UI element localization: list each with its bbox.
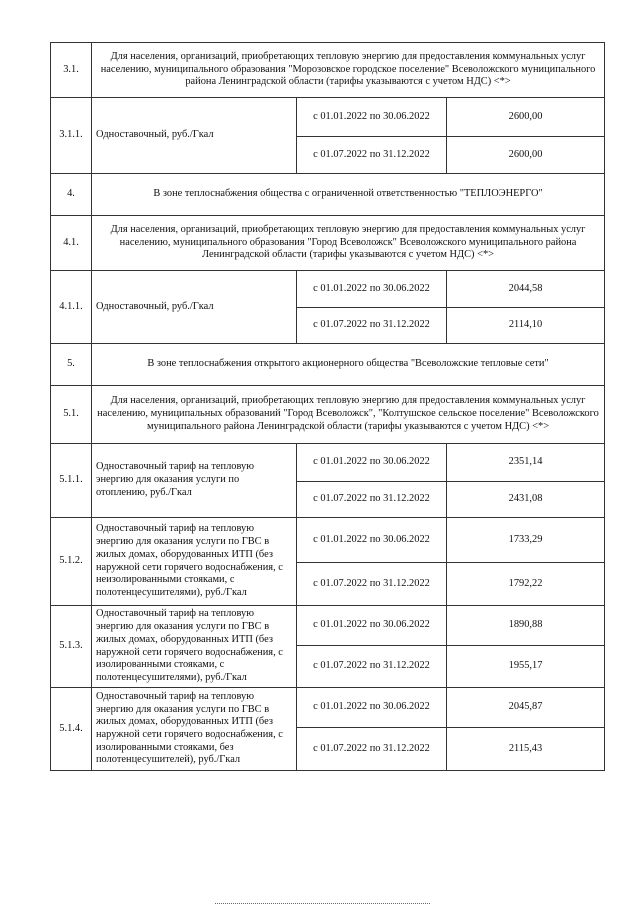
tariff-value: 1890,88	[447, 606, 605, 646]
section-text: Для населения, организаций, приобретающих тепловую энергию для предоставления коммунальных услуг населению, муниципального образования "Морозовское городское поселение" Всеволожского муниципального района Ленинградской области (тарифы указываются с учетом НДС) <*>	[92, 43, 605, 98]
tariff-row	[51, 688, 605, 728]
row-number: 3.1.1.	[51, 98, 92, 174]
tariff-label: Одноставочный, руб./Гкал	[92, 271, 297, 344]
tariff-value: 2115,43	[447, 728, 605, 771]
tariff-period: с 01.01.2022 по 30.06.2022	[297, 271, 447, 308]
tariff-row	[51, 98, 605, 137]
footer-line	[215, 903, 430, 904]
tariff-label: Одноставочный тариф на тепловую энергию для оказания услуги по ГВС в жилых домах, оборудованных ИТП (без наружной сети горячего водоснабжения, с изолированными стояками, без полотенцесушителей), руб./Гкал	[92, 688, 297, 771]
row-number: 5.1.1.	[51, 444, 92, 518]
tariff-period: с 01.07.2022 по 31.12.2022	[297, 137, 447, 174]
tariff-label: Одноставочный тариф на тепловую энергию для оказания услуги по отоплению, руб./Гкал	[92, 444, 297, 518]
tariff-period: с 01.07.2022 по 31.12.2022	[297, 563, 447, 606]
tariff-period: с 01.01.2022 по 30.06.2022	[297, 98, 447, 137]
row-number: 5.	[51, 344, 92, 386]
tariff-label: Одноставочный, руб./Гкал	[92, 98, 297, 174]
tariff-row	[51, 518, 605, 563]
row-number: 5.1.4.	[51, 688, 92, 771]
row-number: 4.	[51, 174, 92, 216]
tariff-value: 2351,14	[447, 444, 605, 482]
tariff-period: с 01.07.2022 по 31.12.2022	[297, 646, 447, 688]
row-number: 5.1.	[51, 386, 92, 444]
tariff-row	[51, 444, 605, 482]
row-number: 5.1.2.	[51, 518, 92, 606]
section-row	[51, 43, 605, 98]
zone-row	[51, 174, 605, 216]
zone-row	[51, 344, 605, 386]
zone-text: В зоне теплоснабжения открытого акционерного общества "Всеволожские тепловые сети"	[92, 344, 605, 386]
tariff-period: с 01.01.2022 по 30.06.2022	[297, 518, 447, 563]
row-number: 4.1.	[51, 216, 92, 271]
tariff-value: 1792,22	[447, 563, 605, 606]
tariff-value: 2600,00	[447, 98, 605, 137]
tariff-value: 2044,58	[447, 271, 605, 308]
tariff-period: с 01.01.2022 по 30.06.2022	[297, 606, 447, 646]
tariff-row	[51, 271, 605, 308]
tariff-period: с 01.07.2022 по 31.12.2022	[297, 728, 447, 771]
tariff-row	[51, 606, 605, 646]
tariff-period: с 01.07.2022 по 31.12.2022	[297, 308, 447, 344]
section-text: Для населения, организаций, приобретающих тепловую энергию для предоставления коммунальных услуг населению, муниципального образования "Город Всеволожск" Всеволожского муниципального района Ленинградской области (тарифы указываются с учетом НДС) <*>	[92, 216, 605, 271]
section-text: Для населения, организаций, приобретающих тепловую энергию для предоставления коммунальных услуг населению, муниципальных образований "Город Всеволожск", "Колтушское сельское поселение" Всеволожского муниципального района Ленинградской области (тарифы указываются с учетом НДС) <*>	[92, 386, 605, 444]
tariff-period: с 01.01.2022 по 30.06.2022	[297, 444, 447, 482]
tariff-label: Одноставочный тариф на тепловую энергию для оказания услуги по ГВС в жилых домах, оборудованных ИТП (без наружной сети горячего водоснабжения, с изолированными стояками, с полотенцесушителями), руб./Гкал	[92, 606, 297, 688]
tariff-period: с 01.07.2022 по 31.12.2022	[297, 482, 447, 518]
tariff-table-body	[51, 43, 605, 771]
section-row	[51, 386, 605, 444]
section-row	[51, 216, 605, 271]
tariff-label: Одноставочный тариф на тепловую энергию для оказания услуги по ГВС в жилых домах, оборудованных ИТП (без наружной сети горячего водоснабжения, с неизолированными стояками, с полотенцесушителями), руб./Гкал	[92, 518, 297, 606]
tariff-value: 2431,08	[447, 482, 605, 518]
tariff-table	[50, 42, 605, 771]
row-number: 3.1.	[51, 43, 92, 98]
tariff-period: с 01.01.2022 по 30.06.2022	[297, 688, 447, 728]
tariff-value: 2114,10	[447, 308, 605, 344]
row-number: 5.1.3.	[51, 606, 92, 688]
tariff-value: 2600,00	[447, 137, 605, 174]
zone-text: В зоне теплоснабжения общества с ограниченной ответственностью "ТЕПЛОЭНЕРГО"	[92, 174, 605, 216]
tariff-value: 1955,17	[447, 646, 605, 688]
row-number: 4.1.1.	[51, 271, 92, 344]
tariff-value: 1733,29	[447, 518, 605, 563]
tariff-value: 2045,87	[447, 688, 605, 728]
